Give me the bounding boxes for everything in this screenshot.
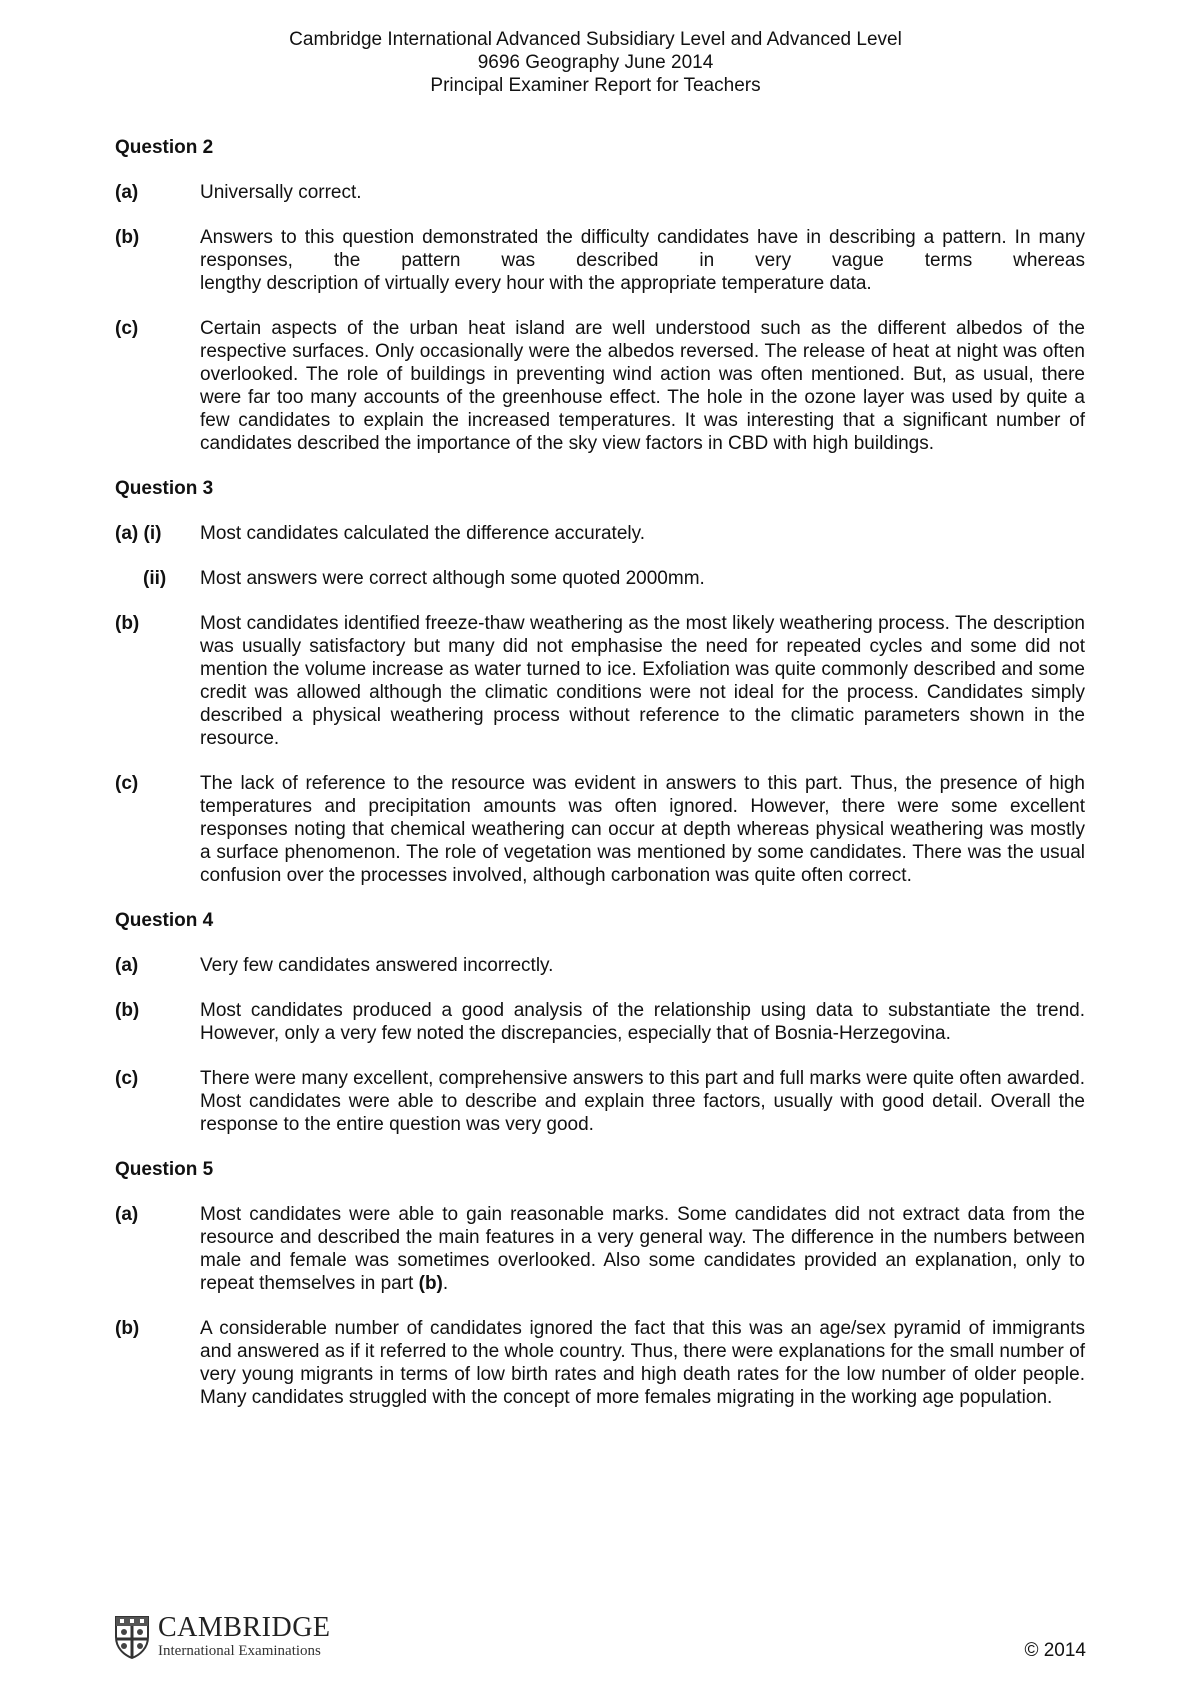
part-text-line-2: lengthy description of virtually every hour with the appropriate temperature data.	[200, 273, 872, 294]
part-label: (a)	[115, 182, 139, 203]
part-text: Most candidates calculated the difference accurately.	[200, 523, 645, 544]
question-2-part-b	[115, 226, 1085, 295]
logo-sub-text: International Examinations	[158, 1643, 321, 1659]
part-label: (ii)	[143, 568, 167, 589]
question-4-title: Question 4	[115, 910, 214, 931]
part-text-end: .	[442, 1273, 449, 1294]
part-text: Most candidates identified freeze-thaw weathering as the most likely weathering process. The description was usually satisfactory but many did not emphasise the need for repeated cycles and some did not mention the volume increase as water turned to ice. Exfoliation was quite commonly described and some credit was allowed although the climatic conditions were not ideal for the process. Candidates simply described a physical weathering process without reference to the climatic parameters shown in the resource.	[200, 613, 1085, 749]
question-4	[115, 909, 1085, 1136]
question-5-title: Question 5	[115, 1159, 214, 1180]
part-text: A considerable number of candidates ignored the fact that this was an age/sex pyramid of immigrants and answered as if it referred to the whole country. Thus, there were explanations for the small number of very young migrants in terms of low birth rates and high death rates for the low number of older people. Many candidates struggled with the concept of more females migrating in the working age population.	[200, 1318, 1085, 1408]
question-5-part-b	[115, 1317, 1085, 1409]
part-label: (c)	[115, 318, 139, 339]
part-text: Very few candidates answered incorrectly.	[200, 955, 554, 976]
cambridge-shield-icon	[114, 1615, 150, 1659]
logo-text	[158, 1614, 331, 1660]
question-2-part-a	[115, 181, 1085, 204]
cambridge-logo	[114, 1614, 331, 1660]
part-text: The lack of reference to the resource was evident in answers to this part. Thus, the presence of high temperatures and precipitation amounts was often ignored. However, there were some excellent responses noting that chemical weathering can occur at depth whereas physical weathering was mostly a surface phenomenon. The role of vegetation was mentioned by some candidates. There was the usual confusion over the processes involved, although carbonation was quite often correct.	[200, 773, 1085, 886]
question-2-title: Question 2	[115, 137, 214, 158]
copyright: © 2014	[1024, 1640, 1086, 1661]
question-5	[115, 1158, 1085, 1409]
question-3	[115, 477, 1085, 887]
part-text: Certain aspects of the urban heat island are well understood such as the different albedos of the respective surfaces. Only occasionally were the albedos reversed. The release of heat at night was often overlooked. The role of buildings in preventing wind action was often mentioned. But, as usual, there were far too many accounts of the greenhouse effect. The hole in the ozone layer was used by quite a few candidates to explain the increased temperatures. It was interesting that a significant number of candidates described the importance of the sky view factors in CBD with high buildings.	[200, 318, 1085, 454]
part-label: (b)	[115, 1000, 140, 1021]
page-header	[0, 28, 1191, 97]
question-3-part-a-i	[115, 522, 1085, 545]
question-5-part-a	[115, 1203, 1085, 1295]
part-text	[200, 1203, 1085, 1295]
part-text-line-1: Answers to this question demonstrated the difficulty candidates have in describing a pattern. In many responses, the pattern was described in very vague terms whereas	[200, 227, 1085, 271]
part-text	[200, 226, 1085, 295]
part-text: Most candidates produced a good analysis of the relationship using data to substantiate the trend. However, only a very few noted the discrepancies, especially that of Bosnia-Herzegovina.	[200, 1000, 1085, 1044]
part-text: Universally correct.	[200, 182, 362, 203]
question-3-part-b	[115, 612, 1085, 750]
part-label: (c)	[115, 1068, 139, 1089]
header-line-3: Principal Examiner Report for Teachers	[430, 75, 761, 96]
question-2	[115, 136, 1085, 455]
question-3-part-a-ii	[115, 567, 1085, 590]
header-line-2: 9696 Geography June 2014	[477, 52, 714, 73]
part-label: (c)	[115, 773, 139, 794]
part-label: (b)	[115, 227, 140, 248]
part-text: There were many excellent, comprehensive answers to this part and full marks were quite often awarded. Most candidates were able to describe and explain three factors, usually with good detail. Overall the response to the entire question was very good.	[200, 1068, 1085, 1135]
question-4-part-a	[115, 954, 1085, 977]
question-3-title: Question 3	[115, 478, 214, 499]
part-label: (a)	[115, 1204, 139, 1225]
question-3-part-c	[115, 772, 1085, 887]
header-line-1: Cambridge International Advanced Subsidiary Level and Advanced Level	[289, 29, 902, 50]
question-4-part-c	[115, 1067, 1085, 1136]
logo-main-text: CAMBRIDGE	[158, 1612, 331, 1643]
question-2-part-c	[115, 317, 1085, 455]
part-label: (a) (i)	[115, 523, 162, 544]
part-label: (a)	[115, 955, 139, 976]
part-text: Most answers were correct although some quoted 2000mm.	[200, 568, 705, 589]
part-reference: (b)	[418, 1273, 443, 1294]
part-label: (b)	[115, 613, 140, 634]
report-body	[115, 136, 1085, 1431]
question-4-part-b	[115, 999, 1085, 1045]
part-label: (b)	[115, 1318, 140, 1339]
part-text-body: Most candidates were able to gain reasonable marks. Some candidates did not extract data from the resource and described the main features in a very general way. The difference in the numbers between male and female was sometimes overlooked. Also some candidates provided an explanation, only to repeat themselves in part	[200, 1204, 1085, 1294]
